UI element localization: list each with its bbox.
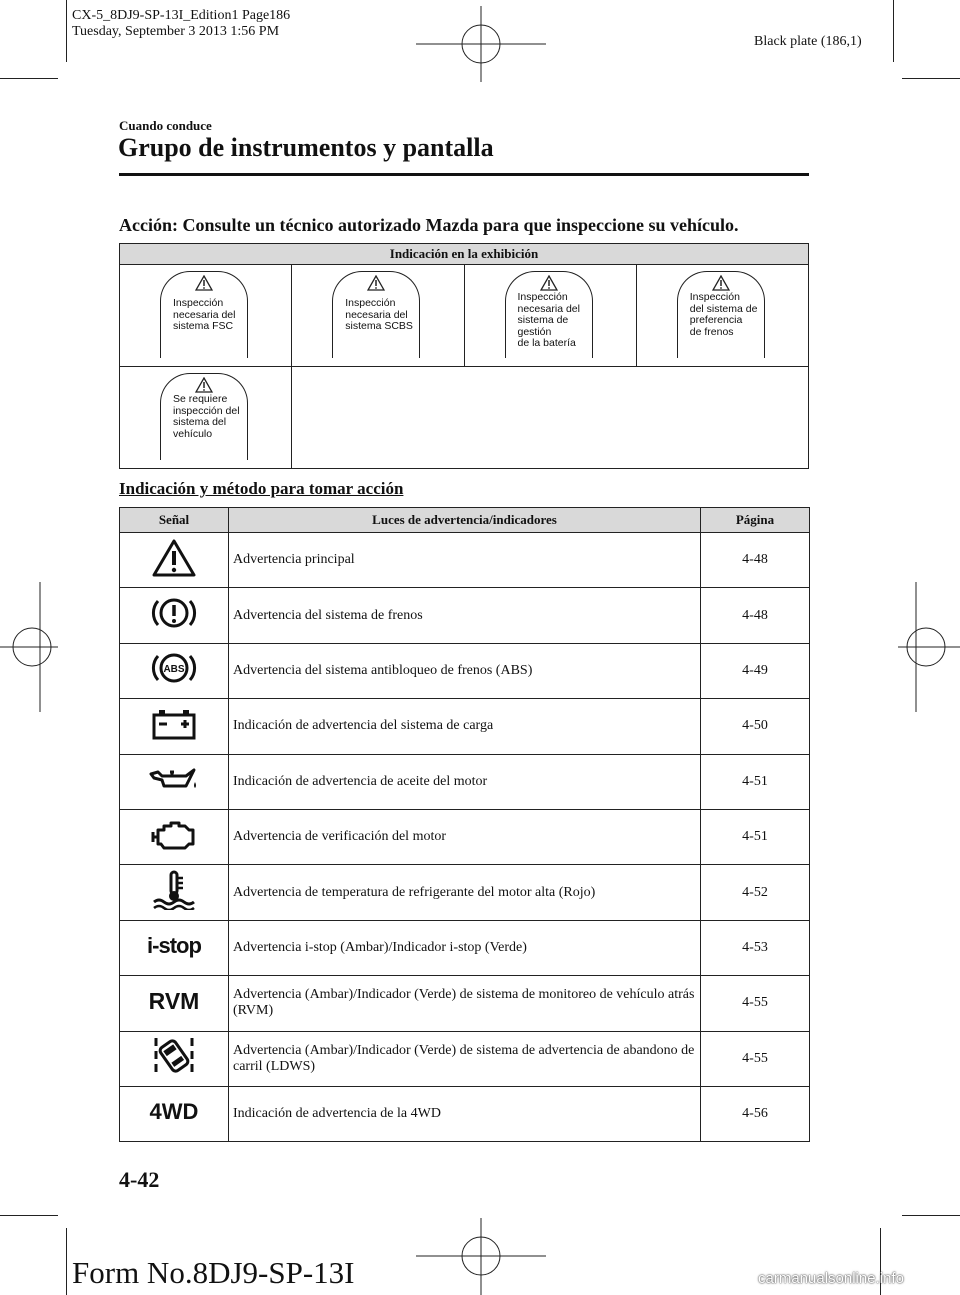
col-header-page: Página (701, 508, 810, 533)
crop-mark (902, 78, 960, 79)
print-header-line1: CX-5_8DJ9-SP-13I_Edition1 Page186 (72, 8, 291, 23)
table-row (120, 1086, 810, 1141)
row-page: 4-51 (701, 809, 810, 864)
oil-can-icon (148, 764, 200, 794)
display-screen (160, 271, 248, 358)
display-cell (120, 265, 292, 367)
signal-table (119, 507, 810, 1142)
display-cell (120, 367, 292, 469)
warning-triangle-icon (195, 275, 213, 291)
display-cell (464, 265, 636, 367)
display-screen (677, 271, 765, 358)
battery-charge-icon (151, 707, 197, 741)
indication-heading: Indicación y método para tomar acción (119, 479, 404, 498)
row-description: Advertencia (Ambar)/Indicador (Verde) de sistema de monitoreo de vehículo atrás (RVM) (229, 976, 701, 1031)
col-header-signal: Señal (120, 508, 229, 533)
brake-warning-icon (150, 593, 198, 633)
registration-target-icon (0, 582, 58, 712)
display-screen-text: Inspección del sistema de preferencia de frenos (689, 291, 758, 338)
display-cell (292, 265, 464, 367)
row-page: 4-55 (701, 1031, 810, 1086)
row-page: 4-55 (701, 976, 810, 1031)
row-page: 4-56 (701, 1086, 810, 1141)
watermark: carmanualsonline.info (758, 1270, 904, 1287)
row-page: 4-48 (701, 533, 810, 588)
ldws-icon (150, 1034, 198, 1078)
crop-mark (0, 78, 58, 79)
table-row (120, 809, 810, 864)
table-row (120, 643, 810, 698)
row-description: Indicación de advertencia de aceite del motor (229, 754, 701, 809)
row-description: Advertencia del sistema de frenos (229, 588, 701, 643)
row-description: Indicación de advertencia del sistema de carga (229, 699, 701, 754)
row-description: Advertencia de verificación del motor (229, 809, 701, 864)
display-screen (160, 373, 248, 460)
row-page: 4-52 (701, 865, 810, 920)
page-number: 4-42 (119, 1167, 160, 1192)
table-row (120, 865, 810, 920)
table-row (120, 754, 810, 809)
rvm-icon: RVM (148, 987, 200, 1014)
row-description: Advertencia i-stop (Ambar)/Indicador i-stop (Verde) (229, 920, 701, 975)
title-rule (119, 173, 809, 176)
form-number: Form No.8DJ9-SP-13I (72, 1255, 355, 1290)
i-stop-icon: i-stop (147, 932, 201, 958)
row-description: Advertencia del sistema antibloqueo de frenos (ABS) (229, 643, 701, 698)
action-heading: Acción: Consulte un técnico autorizado Mazda para que inspeccione su vehículo. (119, 215, 739, 235)
display-screen (332, 271, 420, 358)
display-screen-text: Se requiere inspección del sistema del vehículo (173, 393, 240, 440)
print-header-line2: Tuesday, September 3 2013 1:56 PM (72, 24, 280, 39)
row-description: Indicación de advertencia de la 4WD (229, 1086, 701, 1141)
warning-triangle-icon (195, 377, 213, 393)
row-page: 4-53 (701, 920, 810, 975)
warning-triangle-icon (540, 275, 558, 291)
row-description: Advertencia principal (229, 533, 701, 588)
row-page: 4-48 (701, 588, 810, 643)
col-header-lights: Luces de advertencia/indicadores (229, 508, 701, 533)
coolant-temp-icon (150, 870, 198, 910)
4wd-icon: 4WD (149, 1099, 199, 1125)
registration-target-icon (898, 582, 960, 712)
row-description: Advertencia (Ambar)/Indicador (Verde) de sistema de advertencia de abandono de carril (LDWS) (229, 1031, 701, 1086)
abs-warning-icon (149, 648, 199, 688)
display-cell (636, 265, 808, 367)
registration-target-icon (416, 1218, 546, 1295)
display-screen-text: Inspección necesaria del sistema FSC (173, 297, 236, 332)
table-row (120, 1031, 810, 1086)
row-page: 4-50 (701, 699, 810, 754)
display-screen-text: Inspección necesaria del sistema de gestión de la batería (517, 291, 580, 349)
master-warning-icon (151, 538, 197, 578)
table-row (120, 588, 810, 643)
display-screen (505, 271, 593, 358)
display-cell-empty (292, 367, 809, 469)
print-plate: Black plate (186,1) (754, 34, 862, 49)
display-screen-text: Inspección necesaria del sistema SCBS (345, 297, 413, 332)
check-engine-icon (149, 818, 199, 852)
registration-target-icon (416, 6, 546, 82)
row-page: 4-49 (701, 643, 810, 698)
svg-text:ABS: ABS (163, 664, 185, 676)
page-title: Grupo de instrumentos y pantalla (118, 133, 494, 162)
warning-triangle-icon (712, 275, 730, 291)
table-row (120, 533, 810, 588)
crop-mark (893, 0, 894, 62)
table-row (120, 976, 810, 1031)
table-row (120, 699, 810, 754)
row-page: 4-51 (701, 754, 810, 809)
crop-mark (66, 0, 67, 62)
row-description: Advertencia de temperatura de refrigerante del motor alta (Rojo) (229, 865, 701, 920)
crop-mark (0, 1215, 58, 1216)
display-table (119, 243, 809, 469)
warning-triangle-icon (367, 275, 385, 291)
crop-mark (902, 1215, 960, 1216)
section-label: Cuando conduce (119, 118, 212, 133)
table-row (120, 920, 810, 975)
crop-mark (66, 1228, 67, 1295)
display-table-header: Indicación en la exhibición (120, 244, 809, 265)
